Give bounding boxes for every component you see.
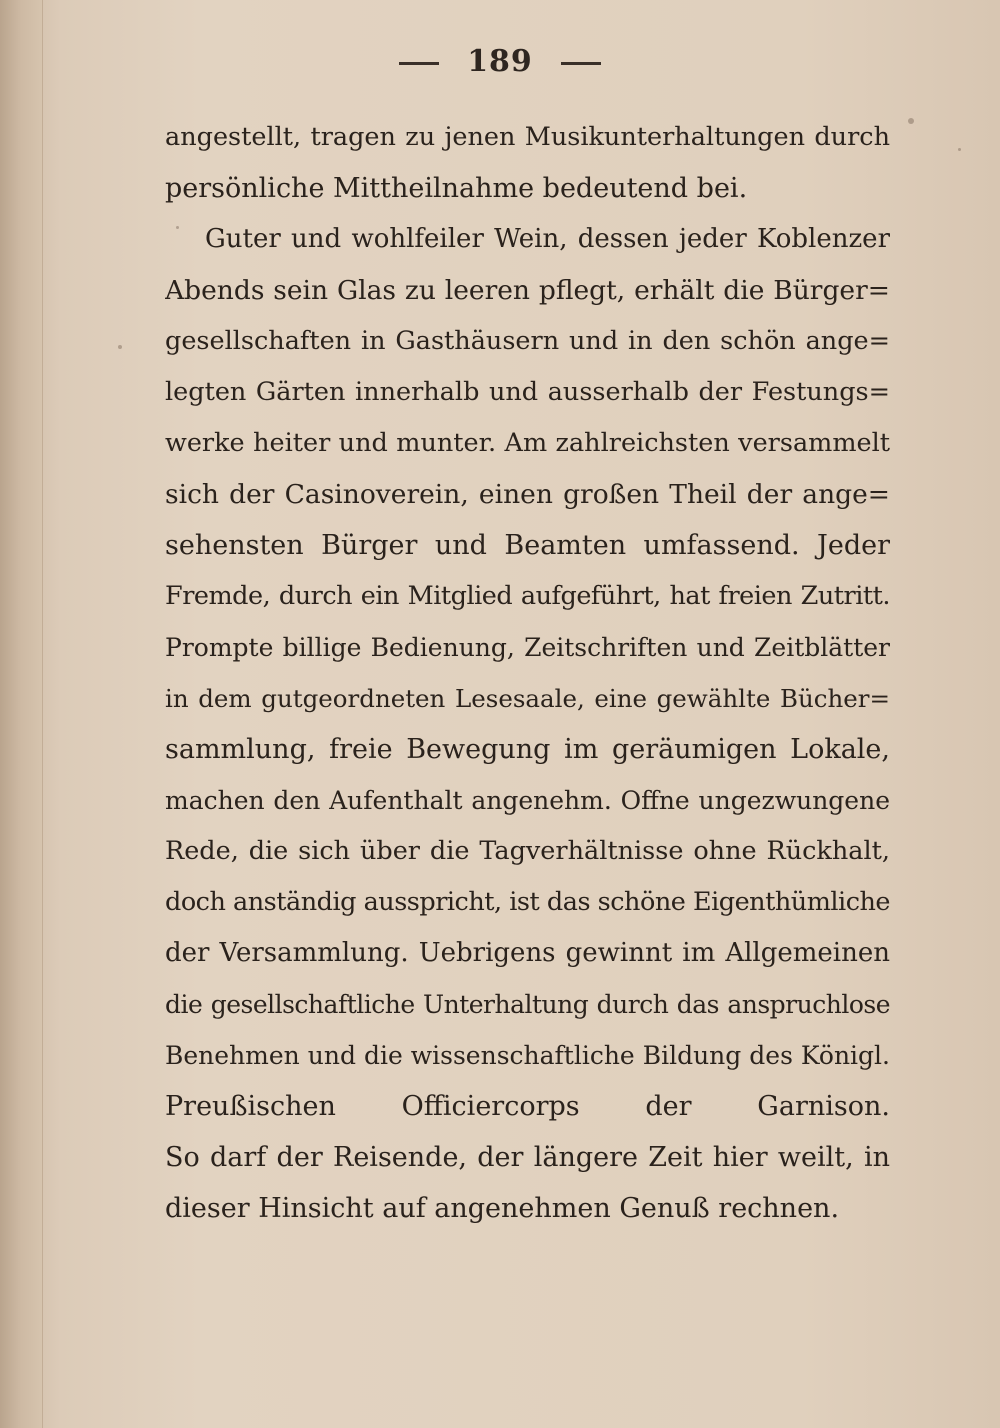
text-line: Abends sein Glas zu leeren pflegt, erhält die Bürger= <box>165 275 890 306</box>
body-text <box>165 112 890 1234</box>
text-line: Preußischen Officiercorps der Garnison. <box>165 1091 890 1122</box>
text-line: Rede, die sich über die Tagverhältnisse ohne Rückhalt, <box>165 836 890 866</box>
text-line: dieser Hinsicht auf angenehmen Genuß rechnen. <box>165 1193 840 1224</box>
text-line: Benehmen und die wissenschaftliche Bildung des Königl. <box>165 1041 890 1070</box>
text-line: werke heiter und munter. Am zahlreichsten versammelt <box>165 428 890 458</box>
text-line: sammlung, freie Bewegung im geräumigen Lokale, <box>165 734 890 765</box>
text-line: legten Gärten innerhalb und ausserhalb der Festungs= <box>165 377 890 407</box>
paper-speck <box>118 345 122 349</box>
paper-speck <box>176 226 179 229</box>
text-line: So darf der Reisende, der längere Zeit hier weilt, in <box>165 1142 890 1173</box>
text-line: in dem gutgeordneten Lesesaale, eine gewählte Bücher= <box>165 684 890 713</box>
text-line: persönliche Mittheilnahme bedeutend bei. <box>165 173 748 204</box>
paper-speck <box>908 118 914 124</box>
text-line: machen den Aufenthalt angenehm. Offne ungezwungene <box>165 786 890 815</box>
paper-speck <box>958 148 961 151</box>
page-gutter <box>0 0 43 1428</box>
header-dash-left <box>399 62 439 65</box>
page-header <box>0 44 1000 79</box>
page-number: 189 <box>467 44 533 79</box>
text-line: sehensten Bürger und Beamten umfassend. Jeder <box>165 530 890 561</box>
text-line: Fremde, durch ein Mitglied aufgeführt, hat freien Zutritt. <box>165 581 890 611</box>
text-line: doch anständig ausspricht, ist das schöne Eigenthümliche <box>165 887 890 917</box>
text-line: der Versammlung. Uebrigens gewinnt im Allgemeinen <box>165 938 890 968</box>
text-line: angestellt, tragen zu jenen Musikunterhaltungen durch <box>165 122 890 152</box>
text-line: Prompte billige Bedienung, Zeitschriften und Zeitblätter <box>165 633 890 662</box>
text-line: sich der Casinoverein, einen großen Theil der ange= <box>165 479 890 510</box>
text-line: Guter und wohlfeiler Wein, dessen jeder Koblenzer <box>205 224 890 254</box>
text-line: die gesellschaftliche Unterhaltung durch das anspruchlose <box>165 990 890 1019</box>
header-dash-right <box>561 62 601 65</box>
text-line: gesellschaften in Gasthäusern und in den schön ange= <box>165 326 890 356</box>
